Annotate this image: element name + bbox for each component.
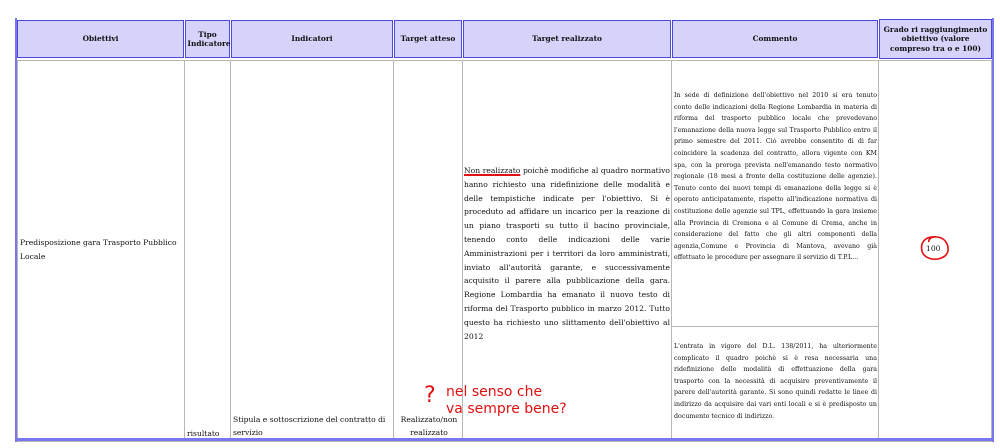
annotation-note	[446, 384, 567, 418]
annotation-line-2: va sempre bene?	[446, 401, 567, 417]
header-obiettivi	[17, 20, 184, 58]
tipo-text: risultato	[187, 429, 220, 438]
cell-grado	[878, 60, 992, 442]
grado-red-circle	[919, 234, 951, 264]
right-border	[992, 18, 994, 442]
commento-text-1: In sede di definizione dell'obiettivo nel 2010 si era tenuto conto delle indicazioni della Regione Lombardia in materia di riforma del trasporto pubblico locale che prevedevano l'emanazione della nuova legge sul Trasporto Pubblico entro il primo semestre del 2011. Ciò avrebbe consentito di di far coincidere la scadenza del contratto, allora vigente con KM spa, con la proroga prevista nell'emanando testo normativo regionale (18 mesi a fronte della costituzione delle agenzie). Tenuto conto dei nuovi tempi di emanazione della legge si è operato anticipatamente, rispetto all'indicazione normativa di costituzione delle agenzie sul TPL, effettuando la gara insieme alla Provincia di Cremona e al Comune di Crema, anche in considerazione del fatto che gli altri componenti della agenzia,Comune e Provincia di Mantova, avevano già effettuato le procedure per assegnare il servizio di T.P.L...	[674, 92, 877, 262]
target-realizzato-body: poichè modifiche al quadro normativo hanno richiesto una ridefinizione delle modalità e delle tempistiche indicate per l'obiettivo. Si è proceduto ad affidare un incarico per la reazione di un piano trasporti su tutto il bacino provinciale, tenendo conto delle indicazioni delle varie Amministrazioni per i territori da loro amministrati, inviato all'autorità garante, e successivamente acquisito il parere alla pubblicazione della gara. Regione Lombardia ha emanato il nuovo testo di riforma del Trasporto pubblico in marzo 2012. Tutto questo ha richiesto uno slittamento dell'obiettivo al 2012	[464, 166, 670, 341]
header-grado-label: Grado ri raggiungimento obiettivo (valore compreso tra o e 100)	[883, 25, 988, 53]
commento-text-2: L'entrata in vigore del D.L. 138/2011, ha ulteriormente complicato il quadro poichè si è resa necessaria una ridefinizione delle modalità di effettuazione della gara trasporto con la necessità di acquisire preventivamente il parere dell'autorità garante. Si sono quindi redatte le linee di indirizzo da acquisire dai vari enti locali e si è predisposto un documento tecnico di indirizzo.	[674, 343, 877, 420]
cell-indicatore	[230, 60, 394, 442]
annotation-line-1: nel senso che	[446, 384, 543, 400]
header-target-atteso-label: Target atteso	[400, 34, 456, 44]
header-grado	[879, 19, 992, 59]
indicatore-text: Stipula e sottoscrizione del contratto di servizio	[233, 415, 386, 437]
header-indicatori	[231, 20, 393, 58]
obiettivo-text: Predisposizione gara Trasporto Pubblico Locale	[20, 238, 177, 261]
header-obiettivi-label: Obiettivi	[82, 34, 119, 44]
header-target-atteso	[394, 20, 462, 58]
cell-tipo	[184, 60, 231, 442]
target-atteso-text: Realizzato/non realizzato	[400, 415, 458, 437]
target-realizzato-text	[464, 164, 670, 343]
left-border	[15, 18, 17, 442]
cell-commento	[671, 60, 879, 442]
header-indicatori-label: Indicatori	[291, 34, 333, 44]
annotation-question-mark: ?	[424, 383, 436, 408]
cell-obiettivo	[17, 60, 185, 442]
header-target-realizzato-label: Target realizzato	[532, 34, 602, 44]
header-target-realizzato	[463, 20, 671, 58]
header-commento	[672, 20, 878, 58]
header-tipo-label: Tipo Indicatore	[187, 29, 231, 48]
header-tipo	[185, 20, 230, 58]
target-realizzato-highlight: Non realizzato	[464, 166, 521, 175]
commento-divider	[672, 326, 878, 327]
header-commento-label: Commento	[752, 34, 798, 44]
grado-value: 100	[926, 244, 941, 253]
bottom-border	[15, 438, 992, 441]
